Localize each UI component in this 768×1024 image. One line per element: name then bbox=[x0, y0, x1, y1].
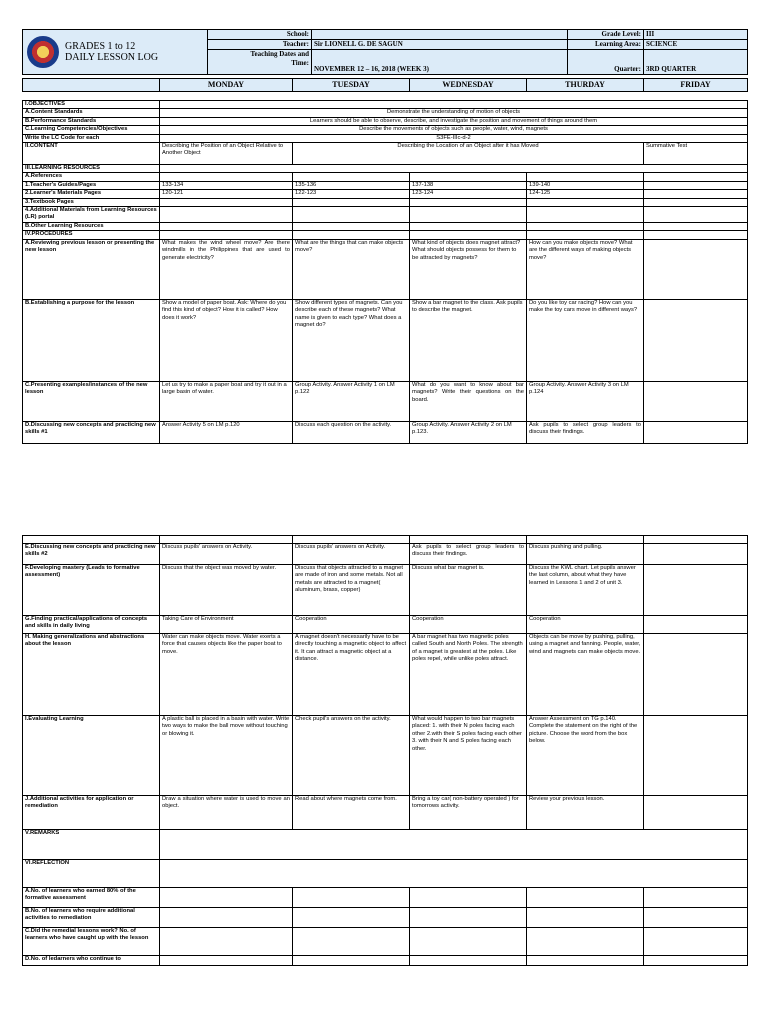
procedures-heading: IV.PROCEDURES bbox=[23, 231, 160, 239]
refl-d-blank-1 bbox=[160, 956, 293, 966]
logo-line-1: GRADES 1 to 12 bbox=[65, 41, 136, 52]
tg-thursday: 139-140 bbox=[527, 181, 644, 189]
lesson-log-table-page-1 bbox=[22, 100, 748, 444]
page2-top-blank-5 bbox=[644, 536, 748, 544]
day-header-thursday: THURDAY bbox=[527, 79, 644, 92]
proc-f-monday: Discuss that the object was moved by water. bbox=[160, 565, 293, 616]
lm-friday bbox=[644, 190, 748, 198]
references-blank-1 bbox=[160, 173, 293, 181]
grade-level-label: Grade Level: bbox=[568, 30, 644, 40]
textbook-blank-1 bbox=[160, 198, 293, 206]
proc-d-label: D.Discussing new concepts and practicing new skills #1 bbox=[23, 421, 160, 443]
school-value bbox=[312, 30, 568, 40]
references-blank-3 bbox=[410, 173, 527, 181]
lc-code-label: Write the LC Code for each bbox=[23, 134, 160, 142]
performance-standards-label: B.Performance Standards bbox=[23, 117, 160, 125]
lm-wednesday: 123-124 bbox=[410, 190, 527, 198]
references-label: A.References bbox=[23, 173, 160, 181]
quarter-blank-value bbox=[644, 50, 748, 66]
dates-label-line-1: Teaching Dates and bbox=[250, 50, 309, 58]
refl-c-blank-3 bbox=[410, 928, 527, 956]
proc-a-wednesday: What kind of objects does magnet attract? What should objects possess for them to be attracted by magnets? bbox=[410, 239, 527, 299]
proc-c-friday bbox=[644, 381, 748, 421]
refl-b-blank-5 bbox=[644, 908, 748, 928]
proc-g-wednesday: Cooperation bbox=[410, 616, 527, 634]
lm-thursday: 124-125 bbox=[527, 190, 644, 198]
proc-a-thursday: How can you make objects move? What are the different ways of making objects move? bbox=[527, 239, 644, 299]
proc-d-thursday: Ask pupils to select group leaders to discuss their findings. bbox=[527, 421, 644, 443]
page2-top-blank-1 bbox=[160, 536, 293, 544]
deped-seal-icon bbox=[27, 36, 59, 68]
proc-j-thursday: Review your previous lesson. bbox=[527, 796, 644, 830]
proc-b-monday: Show a model of paper boat. Ask: Where do you find this kind of object? How it is called? How does it work? bbox=[160, 299, 293, 381]
proc-e-monday: Discuss pupils' answers on Activity. bbox=[160, 544, 293, 565]
proc-h-monday: Water can make objects move. Water exerts a force that causes objects like the paper boat to move. bbox=[160, 634, 293, 716]
proc-b-tuesday: Show different types of magnets. Can you describe each of these magnets? What name is given to each type? What does a magnet do? bbox=[293, 299, 410, 381]
day-header-wednesday: WEDNESDAY bbox=[410, 79, 527, 92]
refl-a-blank-2 bbox=[293, 888, 410, 908]
tg-monday: 133-134 bbox=[160, 181, 293, 189]
textbook-blank-2 bbox=[293, 198, 410, 206]
lr-portal-blank-2 bbox=[293, 207, 410, 223]
performance-standards-text: Learners should be able to observe, describe, and investigate the position and movement of things around them bbox=[160, 117, 748, 125]
grade-level-value: III bbox=[644, 30, 748, 40]
refl-d-blank-4 bbox=[527, 956, 644, 966]
proc-b-label: B.Establishing a purpose for the lesson bbox=[23, 299, 160, 381]
quarter-label: Quarter: bbox=[568, 65, 644, 75]
proc-c-wednesday: What do you want to know about bar magnets? Write their questions on the board. bbox=[410, 381, 527, 421]
reflection-blank bbox=[160, 860, 748, 888]
refl-d-blank-2 bbox=[293, 956, 410, 966]
teacher-label: Teacher: bbox=[208, 40, 312, 50]
content-standards-label: A.Content Standards bbox=[23, 109, 160, 117]
lr-portal-blank-5 bbox=[644, 207, 748, 223]
proc-h-tuesday: A magnet doesn't necessarily have to be directly touching a magnetic object to affect it. It can attract a magnetic object at a distance. bbox=[293, 634, 410, 716]
textbook-label: 3.Textbook Pages bbox=[23, 198, 160, 206]
refl-b-blank-1 bbox=[160, 908, 293, 928]
tg-tuesday: 135-136 bbox=[293, 181, 410, 189]
textbook-blank-3 bbox=[410, 198, 527, 206]
school-label: School: bbox=[208, 30, 312, 40]
lr-portal-blank-4 bbox=[527, 207, 644, 223]
day-header-monday: MONDAY bbox=[160, 79, 293, 92]
refl-a-blank-3 bbox=[410, 888, 527, 908]
logo-cell bbox=[23, 30, 208, 75]
proc-g-friday bbox=[644, 616, 748, 634]
refl-d-blank-5 bbox=[644, 956, 748, 966]
proc-i-wednesday: What would happen to two bar magnets placed: 1. with their N poles facing each other 2.with their S poles facing each other 3. with their N and S poles facing each other. bbox=[410, 716, 527, 796]
proc-d-tuesday: Discuss each question on the activity. bbox=[293, 421, 410, 443]
proc-e-friday bbox=[644, 544, 748, 565]
other-resources-blank-2 bbox=[293, 223, 410, 231]
content-monday: Describing the Position of an Object Relative to Another Object bbox=[160, 143, 293, 165]
logo-line-2: DAILY LESSON LOG bbox=[65, 52, 159, 63]
resources-blank bbox=[160, 165, 748, 173]
proc-h-thursday: Objects can be move by pushing, pulling, using a magnet and fanning. People, water, wind and magnets can make objects move. bbox=[527, 634, 644, 716]
proc-f-label: F.Developing mastery (Leads to formative assessment) bbox=[23, 565, 160, 616]
proc-g-thursday: Cooperation bbox=[527, 616, 644, 634]
references-blank-4 bbox=[527, 173, 644, 181]
proc-g-label: G.Finding practical/applications of concepts and skills in daily living bbox=[23, 616, 160, 634]
proc-i-tuesday: Check pupil's answers on the activity. bbox=[293, 716, 410, 796]
content-label: II.CONTENT bbox=[23, 143, 160, 165]
lr-portal-blank-3 bbox=[410, 207, 527, 223]
lesson-log-table-page-2 bbox=[22, 535, 748, 966]
proc-c-monday: Let us try to make a paper boat and try it out in a large basin of water. bbox=[160, 381, 293, 421]
proc-j-tuesday: Read about where magnets come from. bbox=[293, 796, 410, 830]
lr-portal-blank-1 bbox=[160, 207, 293, 223]
page2-top-blank-3 bbox=[410, 536, 527, 544]
lm-tuesday: 122-123 bbox=[293, 190, 410, 198]
other-resources-label: B.Other Learning Resources bbox=[23, 223, 160, 231]
proc-c-label: C.Presenting examples/instances of the new lesson bbox=[23, 381, 160, 421]
day-header-row bbox=[22, 78, 748, 92]
dates-label bbox=[208, 50, 312, 75]
refl-d-label: D.No. of ledarners who continue to bbox=[23, 956, 160, 966]
refl-a-blank-1 bbox=[160, 888, 293, 908]
page2-top-blank-0 bbox=[23, 536, 160, 544]
page2-top-blank-4 bbox=[527, 536, 644, 544]
proc-j-label: J.Additional activities for application or remediation bbox=[23, 796, 160, 830]
tg-wednesday: 137-138 bbox=[410, 181, 527, 189]
header-table bbox=[22, 29, 748, 75]
lc-code-text: S3FE-IIIc-d-2 bbox=[160, 134, 748, 142]
proc-i-friday bbox=[644, 716, 748, 796]
references-blank-5 bbox=[644, 173, 748, 181]
procedures-blank-1 bbox=[160, 231, 293, 239]
proc-a-label: A.Reviewing previous lesson or presenting the new lesson bbox=[23, 239, 160, 299]
refl-a-blank-4 bbox=[527, 888, 644, 908]
day-header-tuesday: TUESDAY bbox=[293, 79, 410, 92]
quarter-blank bbox=[568, 50, 644, 66]
reflection-label: VI.REFLECTION bbox=[23, 860, 160, 888]
content-standards-text: Demonstrate the understanding of motion of objects bbox=[160, 109, 748, 117]
proc-e-wednesday: Ask pupils to select group leaders to discuss their findings. bbox=[410, 544, 527, 565]
proc-i-label: I.Evaluating Learning bbox=[23, 716, 160, 796]
proc-e-tuesday: Discuss pupils' answers on Activity. bbox=[293, 544, 410, 565]
refl-c-blank-4 bbox=[527, 928, 644, 956]
refl-d-blank-3 bbox=[410, 956, 527, 966]
day-header-blank bbox=[23, 79, 160, 92]
refl-b-label: B.No. of learners who require additional activities to remediation bbox=[23, 908, 160, 928]
remarks-label: V.REMARKS bbox=[23, 830, 160, 860]
page2-top-blank-2 bbox=[293, 536, 410, 544]
proc-b-thursday: Do you like toy car racing? How can you make the toy cars move in different ways? bbox=[527, 299, 644, 381]
refl-b-blank-4 bbox=[527, 908, 644, 928]
proc-i-monday: A plastic ball is placed in a basin with water. Write two ways to make the ball move without touching or blowing it. bbox=[160, 716, 293, 796]
refl-a-label: A.No. of learners who earned 80% of the formative assessment bbox=[23, 888, 160, 908]
tg-friday bbox=[644, 181, 748, 189]
dates-value: NOVEMBER 12 – 16, 2018 (WEEK 3) bbox=[312, 50, 568, 75]
logo-text bbox=[65, 41, 158, 63]
quarter-value: 3RD QUARTER bbox=[644, 65, 748, 75]
refl-b-blank-3 bbox=[410, 908, 527, 928]
proc-d-wednesday: Group Activity. Answer Activity 2 on LM p.123. bbox=[410, 421, 527, 443]
proc-i-thursday: Answer Assessment on TG p.140. Complete the statement on the right of the picture. Choose the word from the box below. bbox=[527, 716, 644, 796]
objectives-heading: I.OBJECTIVES bbox=[23, 101, 160, 109]
proc-g-monday: Taking Care of Environment bbox=[160, 616, 293, 634]
proc-e-thursday: Discuss pushing and pulling. bbox=[527, 544, 644, 565]
resources-heading: III.LEARNING RESOURCES bbox=[23, 165, 160, 173]
other-resources-blank-5 bbox=[644, 223, 748, 231]
refl-c-label: C.Did the remedial lessons work? No. of learners who have caught up with the lesson bbox=[23, 928, 160, 956]
refl-a-blank-5 bbox=[644, 888, 748, 908]
proc-g-tuesday: Cooperation bbox=[293, 616, 410, 634]
proc-f-friday bbox=[644, 565, 748, 616]
proc-d-friday bbox=[644, 421, 748, 443]
lr-portal-label: 4.Additional Materials from Learning Resources (LR) portal bbox=[23, 207, 160, 223]
proc-j-monday: Draw a situation where water is used to move an object. bbox=[160, 796, 293, 830]
proc-a-monday: What makes the wind wheel move? Are there windmills in the Philippines that are used to generate electricity? bbox=[160, 239, 293, 299]
other-resources-blank-1 bbox=[160, 223, 293, 231]
competencies-text: Describe the movements of objects such as people, water, wind, magnets bbox=[160, 126, 748, 134]
procedures-blank-4 bbox=[527, 231, 644, 239]
proc-e-label: E.Discussing new concepts and practicing new skills #2 bbox=[23, 544, 160, 565]
dates-label-line-2: Time: bbox=[291, 59, 309, 67]
refl-c-blank-5 bbox=[644, 928, 748, 956]
tg-pages-label: 1.Teacher's Guides/Pages bbox=[23, 181, 160, 189]
proc-c-tuesday: Group Activity. Answer Activity 1 on LM p.122 bbox=[293, 381, 410, 421]
content-friday: Summative Test bbox=[644, 143, 748, 165]
proc-h-wednesday: A bar magnet has two magnetic poles called South and North Poles. The strength of a magnet is greatest at the poles. Like poles repel, while unlike poles attract. bbox=[410, 634, 527, 716]
proc-b-wednesday: Show a bar magnet to the class. Ask pupils to describe the magnet. bbox=[410, 299, 527, 381]
references-blank-2 bbox=[293, 173, 410, 181]
proc-c-thursday: Group Activity. Answer Activity 3 on LM p.124 bbox=[527, 381, 644, 421]
proc-j-friday bbox=[644, 796, 748, 830]
proc-j-wednesday: Bring a toy car( non-battery operated ) for tomorrows activity. bbox=[410, 796, 527, 830]
competencies-label: C.Learning Competencies/Objectives bbox=[23, 126, 160, 134]
lm-monday: 120-121 bbox=[160, 190, 293, 198]
proc-h-label: H. Making generalizations and abstractions about the lesson bbox=[23, 634, 160, 716]
textbook-blank-4 bbox=[527, 198, 644, 206]
proc-a-friday bbox=[644, 239, 748, 299]
proc-f-tuesday: Discuss that objects attracted to a magnet are made of iron and some metals. Not all metals are attracted to a magnet( aluminum, brass, copper) bbox=[293, 565, 410, 616]
proc-b-friday bbox=[644, 299, 748, 381]
lm-pages-label: 2.Learner's Materials Pages bbox=[23, 190, 160, 198]
teacher-value: Sir LIONELL G. DE SAGUN bbox=[312, 40, 568, 50]
proc-f-thursday: Discuss the KWL chart. Let pupils answer the last column, about what they have learned in Lessons 1 and 2 of unit 3. bbox=[527, 565, 644, 616]
objectives-blank bbox=[160, 101, 748, 109]
refl-b-blank-2 bbox=[293, 908, 410, 928]
procedures-blank-3 bbox=[410, 231, 527, 239]
refl-c-blank-2 bbox=[293, 928, 410, 956]
other-resources-blank-3 bbox=[410, 223, 527, 231]
proc-a-tuesday: What are the things that can make objects move? bbox=[293, 239, 410, 299]
proc-f-wednesday: Discuss what bar magnet is. bbox=[410, 565, 527, 616]
proc-h-friday bbox=[644, 634, 748, 716]
proc-d-monday: Answer Activity 5 on LM p.120 bbox=[160, 421, 293, 443]
learning-area-label: Learning Area: bbox=[568, 40, 644, 50]
day-header-friday: FRIDAY bbox=[644, 79, 748, 92]
textbook-blank-5 bbox=[644, 198, 748, 206]
remarks-blank bbox=[160, 830, 748, 860]
learning-area-value: SCIENCE bbox=[644, 40, 748, 50]
content-tue-thu: Describing the Location of an Object after it has Moved bbox=[293, 143, 644, 165]
procedures-blank-2 bbox=[293, 231, 410, 239]
procedures-blank-5 bbox=[644, 231, 748, 239]
other-resources-blank-4 bbox=[527, 223, 644, 231]
refl-c-blank-1 bbox=[160, 928, 293, 956]
